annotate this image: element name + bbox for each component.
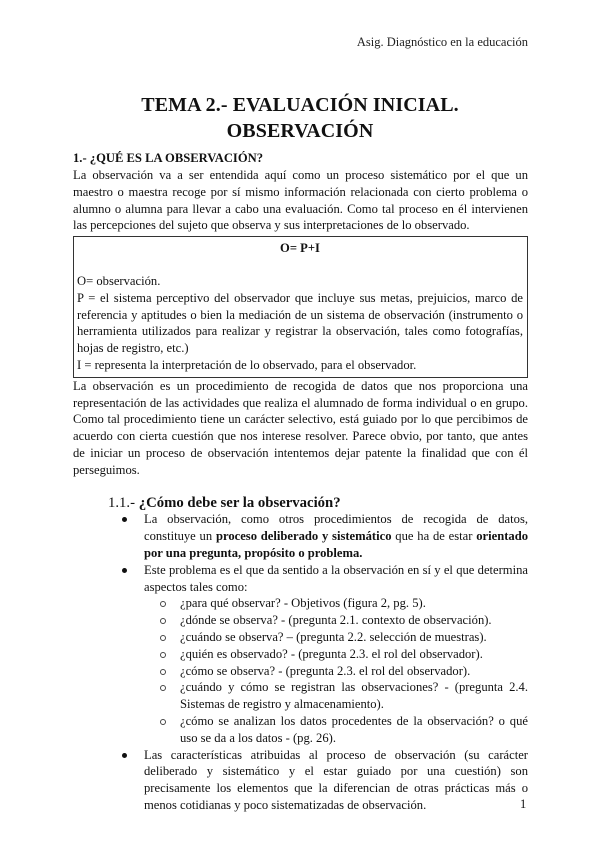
subsection-1-1 [73,495,528,814]
sub-list-item: ¿quién es observado? - (pregunta 2.3. el rol del observador). [180,646,528,663]
sub-list-item: ¿dónde se observa? - (pregunta 2.1. contexto de observación). [180,612,528,629]
intro-paragraph: La observación va a ser entendida aquí como un proceso sistemático por el que un maestro o maestra recoge por sí mismo información relacionada con cierto problema o alumno o alumna para llevar a cabo una evaluación. Como tal proceso en él intervienen las percepciones del sujeto que observa y sus interpretaciones de lo observado. [73,168,528,233]
running-header: Asig. Diagnóstico en la educación [356,35,528,49]
bullet-text: La observación, como otros procedimientos de recogida de datos, constituye un [144,512,528,544]
sub-list-item: ¿cuándo se observa? – (pregunta 2.2. selección de muestras). [180,629,528,646]
list-item [144,562,528,747]
definition-o: O= observación. [77,273,161,288]
bold-phrase: orientado por una pregunta, propósito o problema. [144,529,529,560]
formula-box [73,236,528,378]
sub-list [144,595,528,746]
subsection-title: ¿Cómo debe ser la observación? [138,494,341,511]
page-number: 1 [520,797,527,811]
definition-p: P = el sistema perceptivo del observador que incluye sus metas, prejuicios, marco de referencia y aptitudes o bien la mediación de un sistema de observación (instrumento o herramienta utilizados para realizar y registrar la observación, tales como fotografías, hojas de registro, etc.) [77,290,523,356]
subsection-heading [108,495,528,512]
sub-list-item: ¿cuándo y cómo se registran las observaciones? - (pregunta 2.4. Sistemas de registro y almacenamiento). [180,680,528,712]
sub-list-item: ¿cómo se observa? - (pregunta 2.3. el rol del observador). [180,663,528,680]
bold-phrase: proceso deliberado y sistemático [215,529,392,544]
subsection-number: 1.1.- [108,494,136,511]
bullet-text: que ha de estar [391,529,477,544]
formula: O= P+I [280,241,320,256]
sub-list-item: ¿para qué observar? - Objetivos (figura 2, pg. 5). [180,595,528,612]
title-line-1: TEMA 2.- EVALUACIÓN INICIAL. [141,94,459,116]
section-heading: 1.- ¿QUÉ ES LA OBSERVACIÓN? [73,151,264,165]
second-paragraph: La observación es un procedimiento de recogida de datos que nos proporciona una representación de las actividades que realiza el alumnado de forma individual o en grupo. Como tal procedimiento tiene un carácter selectivo, está guiado por lo que percibimos de acuerdo con cierta cuestión que nos interese resolver. Parece obvio, por tanto, que antes de iniciar un proceso de observación intentemos dejar patente la finalidad que con él perseguimos. [73,378,528,477]
title-line-2: OBSERVACIÓN [226,120,374,142]
page-title [72,92,528,144]
bullet-text: Este problema es el que da sentido a la observación en sí y el que determina aspectos tales como: [144,562,528,594]
list-item [144,511,528,561]
bullet-list [108,511,528,813]
sub-list-item: ¿cómo se analizan los datos procedentes de la observación? o qué uso se da a los datos - (pg. 26). [180,713,528,745]
main-content [73,150,528,814]
list-item: Las características atribuidas al proceso de observación (su carácter deliberado y sistemático y el estar guiado por una cuestión) son precisamente los elementos que la diferencian de otras prácticas más o menos cotidianas y poco sistematizadas de observación. [144,747,528,812]
definition-i: I = representa la interpretación de lo observado, para el observador. [77,357,417,372]
